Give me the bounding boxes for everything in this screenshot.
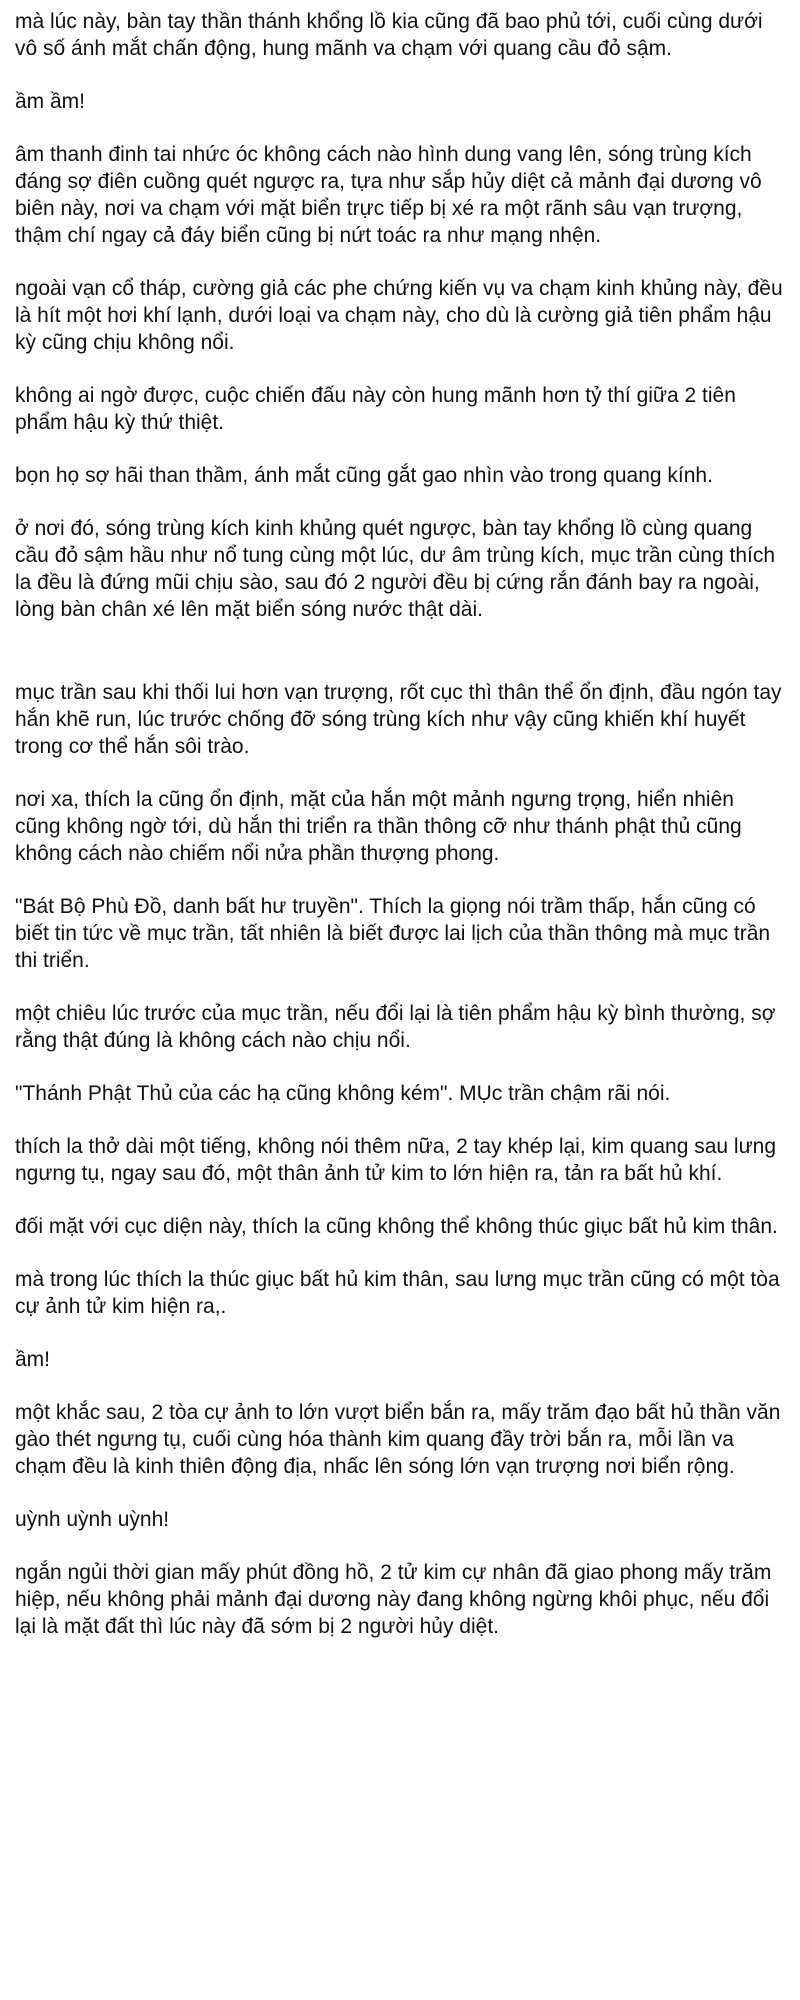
paragraph: nơi xa, thích la cũng ổn định, mặt của hắn một mảnh ngưng trọng, hiển nhiên cũng không ngờ tới, dù hắn thi triển ra thần thông cỡ như thánh phật thủ cũng không cách nào chiếm nổi nửa phần thượng phong. (15, 788, 742, 865)
paragraph: "Bát Bộ Phù Đồ, danh bất hư truyền". Thích la giọng nói trầm thấp, hắn cũng có biết tin tức về mục trần, tất nhiên là biết được lai lịch của thần thông mà mục trần thi triển. (15, 895, 771, 972)
paragraph: uỳnh uỳnh uỳnh! (15, 1508, 170, 1531)
paragraph: mà trong lúc thích la thúc giục bất hủ kim thân, sau lưng mục trần cũng có một tòa cự ảnh tử kim hiện ra,. (15, 1268, 780, 1318)
paragraph: bọn họ sợ hãi than thầm, ánh mắt cũng gắt gao nhìn vào trong quang kính. (15, 464, 713, 487)
paragraph: ầm! (15, 1348, 51, 1371)
paragraph: mà lúc này, bàn tay thần thánh khổng lồ kia cũng đã bao phủ tới, cuối cùng dưới vô số ánh mắt chấn động, hung mãnh va chạm với quang cầu đỏ sậm. (15, 10, 763, 60)
paragraph: "Thánh Phật Thủ của các hạ cũng không kém". MỤc trần chậm rãi nói. (15, 1082, 671, 1105)
paragraph: thích la thở dài một tiếng, không nói thêm nữa, 2 tay khép lại, kim quang sau lưng ngưng tụ, ngay sau đó, một thân ảnh tử kim to lớn hiện ra, tản ra bất hủ khí. (15, 1135, 776, 1185)
paragraph: ầm ầm! (15, 90, 86, 113)
paragraph: âm thanh đinh tai nhức óc không cách nào hình dung vang lên, sóng trùng kích đáng sợ điên cuồng quét ngược ra, tựa như sắp hủy diệt cả mảnh đại dương vô biên này, nơi va chạm với mặt biển trực tiếp bị xé ra một rãnh sâu vạn trượng, thậm chí ngay cả đáy biển cũng bị nứt toác ra như mạng nhện. (15, 143, 762, 247)
paragraph: ở nơi đó, sóng trùng kích kinh khủng quét ngược, bàn tay khổng lồ cùng quang cầu đỏ sậm hầu như nổ tung cùng một lúc, dư âm trùng kích, mục trần cùng thích la đều là đứng mũi chịu sào, sau đó 2 người đều bị cứng rắn đánh bay ra ngoài, lòng bàn chân xé lên mặt biển sóng nước thật dài. (15, 517, 776, 621)
paragraph: mục trần sau khi thối lui hơn vạn trượng, rốt cục thì thân thể ổn định, đầu ngón tay hắn khẽ run, lúc trước chống đỡ sóng trùng kích như vậy cũng khiến khí huyết trong cơ thể hắn sôi trào. (15, 681, 782, 758)
paragraph: đối mặt với cục diện này, thích la cũng không thể không thúc giục bất hủ kim thân. (15, 1215, 778, 1238)
paragraph: ngoài vạn cổ tháp, cường giả các phe chứng kiến vụ va chạm kinh khủng này, đều là hít một hơi khí lạnh, dưới loại va chạm này, cho dù là cường giả tiên phẩm hậu kỳ cũng chịu không nổi. (15, 277, 783, 354)
paragraph: một khắc sau, 2 tòa cự ảnh to lớn vượt biển bắn ra, mấy trăm đạo bất hủ thần văn gào thét ngưng tụ, cuối cùng hóa thành kim quang đầy trời bắn ra, mỗi lần va chạm đều là kinh thiên động địa, nhấc lên sóng lớn vạn trượng nơi biển rộng. (15, 1401, 781, 1478)
paragraph: một chiêu lúc trước của mục trần, nếu đổi lại là tiên phẩm hậu kỳ bình thường, sợ rằng thật đúng là không cách nào chịu nổi. (15, 1002, 776, 1052)
paragraph: không ai ngờ được, cuộc chiến đấu này còn hung mãnh hơn tỷ thí giữa 2 tiên phẩm hậu kỳ thứ thiệt. (15, 384, 736, 434)
paragraph: ngắn ngủi thời gian mấy phút đồng hồ, 2 tử kim cự nhân đã giao phong mấy trăm hiệp, nếu không phải mảnh đại dương này đang không ngừng khôi phục, nếu đổi lại là mặt đất thì lúc này đã sớm bị 2 người hủy diệt. (15, 1561, 772, 1638)
document-page (15, 8, 785, 1666)
